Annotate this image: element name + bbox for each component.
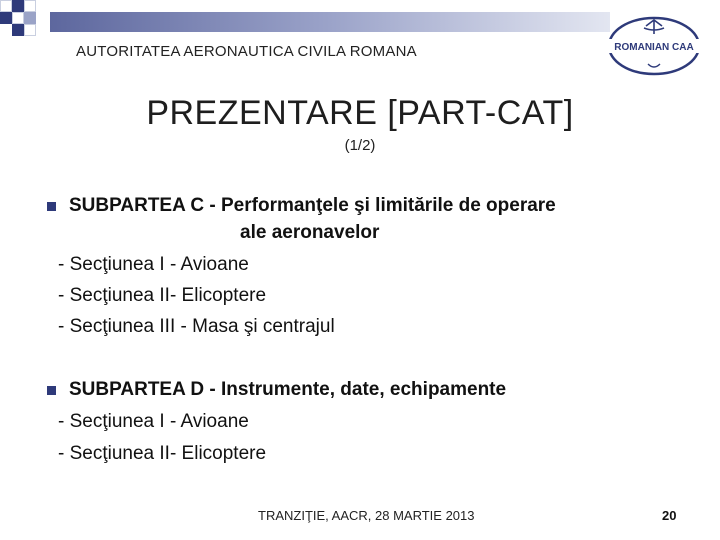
deco-square — [12, 0, 24, 12]
deco-square — [24, 12, 36, 24]
section-heading-continued: ale aeronavelor — [240, 222, 380, 243]
list-item: - Secţiunea I - Avioane — [58, 254, 249, 275]
slide-subtitle: (1/2) — [344, 137, 376, 154]
corner-decoration — [0, 0, 36, 36]
deco-square — [24, 24, 36, 36]
bullet-square — [47, 386, 56, 395]
section-heading: SUBPARTEA C - Performanţele şi limitările de operare — [69, 195, 556, 216]
page-number: 20 — [662, 508, 677, 523]
deco-square — [0, 0, 12, 12]
list-item: - Secţiunea II- Elicoptere — [58, 443, 267, 464]
romanian-caa-logo — [606, 14, 702, 78]
deco-square — [12, 24, 24, 36]
bullet-square — [47, 202, 56, 211]
organization-name: AUTORITATEA AERONAUTICA CIVILA ROMANA — [76, 43, 417, 60]
list-item: - Secţiunea II- Elicoptere — [58, 285, 267, 306]
deco-square — [12, 12, 24, 24]
deco-square — [0, 12, 12, 24]
section-heading: SUBPARTEA D - Instrumente, date, echipamente — [69, 379, 507, 400]
logo-text: ROMANIAN CAA — [614, 42, 694, 53]
list-item: - Secţiunea III - Masa şi centrajul — [58, 316, 335, 337]
deco-square — [24, 0, 36, 12]
slide-title: PREZENTARE [PART-CAT] — [146, 94, 574, 132]
header-band — [50, 12, 610, 32]
footer-text: TRANZIŢIE, AACR, 28 MARTIE 2013 — [258, 508, 475, 523]
list-item: - Secţiunea I - Avioane — [58, 411, 249, 432]
